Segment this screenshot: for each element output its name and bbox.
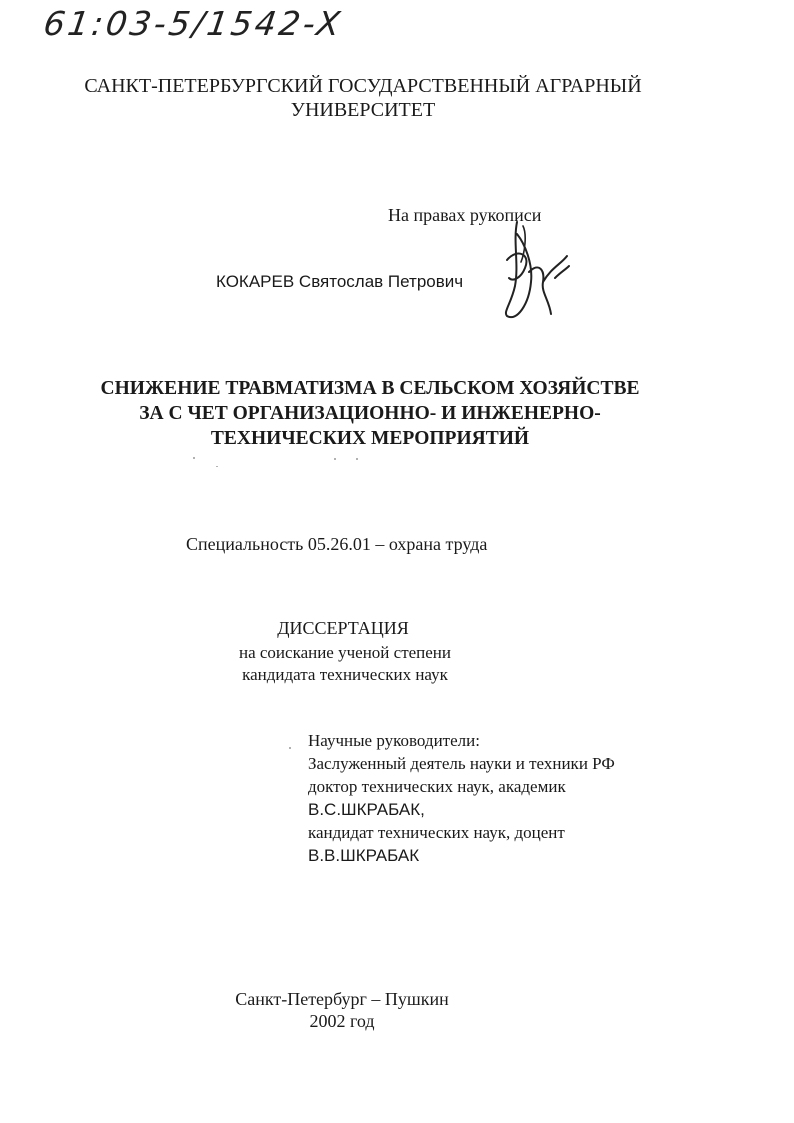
supervisor-1-degree: доктор технических наук, академик xyxy=(308,777,566,796)
scan-speck xyxy=(334,458,336,460)
scan-speck xyxy=(193,457,195,459)
author-name: КОКАРЕВ Святослав Петрович xyxy=(216,272,464,291)
supervisor-1-title: Заслуженный деятель науки и техники РФ xyxy=(308,754,615,773)
university-line-2: УНИВЕРСИТЕТ xyxy=(290,99,436,121)
place-and-year xyxy=(220,988,464,1032)
scan-speck xyxy=(356,458,358,460)
thesis-degree-line-1: на соискание ученой степени xyxy=(238,643,452,662)
supervisor-2-degree: кандидат технических наук, доцент xyxy=(308,823,565,842)
title-line-2: ЗА С ЧЕТ ОРГАНИЗАЦИОННО- И ИНЖЕНЕРНО- xyxy=(139,403,601,424)
supervisors-heading: Научные руководители: xyxy=(308,731,480,750)
supervisors-block xyxy=(308,729,615,867)
city: Санкт-Петербург – Пушкин xyxy=(235,989,449,1009)
university-line-1: САНКТ-ПЕТЕРБУРГСКИЙ ГОСУДАРСТВЕННЫЙ АГРАРНЫЙ xyxy=(84,75,642,97)
thesis-degree-line-2: кандидата технических наук xyxy=(242,665,448,684)
author-signature xyxy=(495,212,575,324)
speciality: Специальность 05.26.01 – охрана труда xyxy=(186,534,488,554)
university-name xyxy=(40,74,686,122)
dissertation-title xyxy=(40,376,700,451)
title-line-3: ТЕХНИЧЕСКИХ МЕРОПРИЯТИЙ xyxy=(210,428,530,449)
manuscript-note: На правах рукописи xyxy=(388,205,542,225)
supervisor-1-name: В.С.ШКРАБАК, xyxy=(308,800,425,819)
title-line-1: СНИЖЕНИЕ ТРАВМАТИЗМА В СЕЛЬСКОМ ХОЗЯЙСТВЕ xyxy=(100,378,640,399)
supervisor-2-name: В.В.ШКРАБАК xyxy=(308,846,420,865)
thesis-type: ДИССЕРТАЦИЯ xyxy=(277,618,409,638)
scan-speck xyxy=(289,747,291,749)
year: 2002 год xyxy=(309,1011,375,1031)
scan-speck xyxy=(216,466,218,467)
archive-code-handwritten: 61:03-5/1542-X xyxy=(41,4,346,43)
